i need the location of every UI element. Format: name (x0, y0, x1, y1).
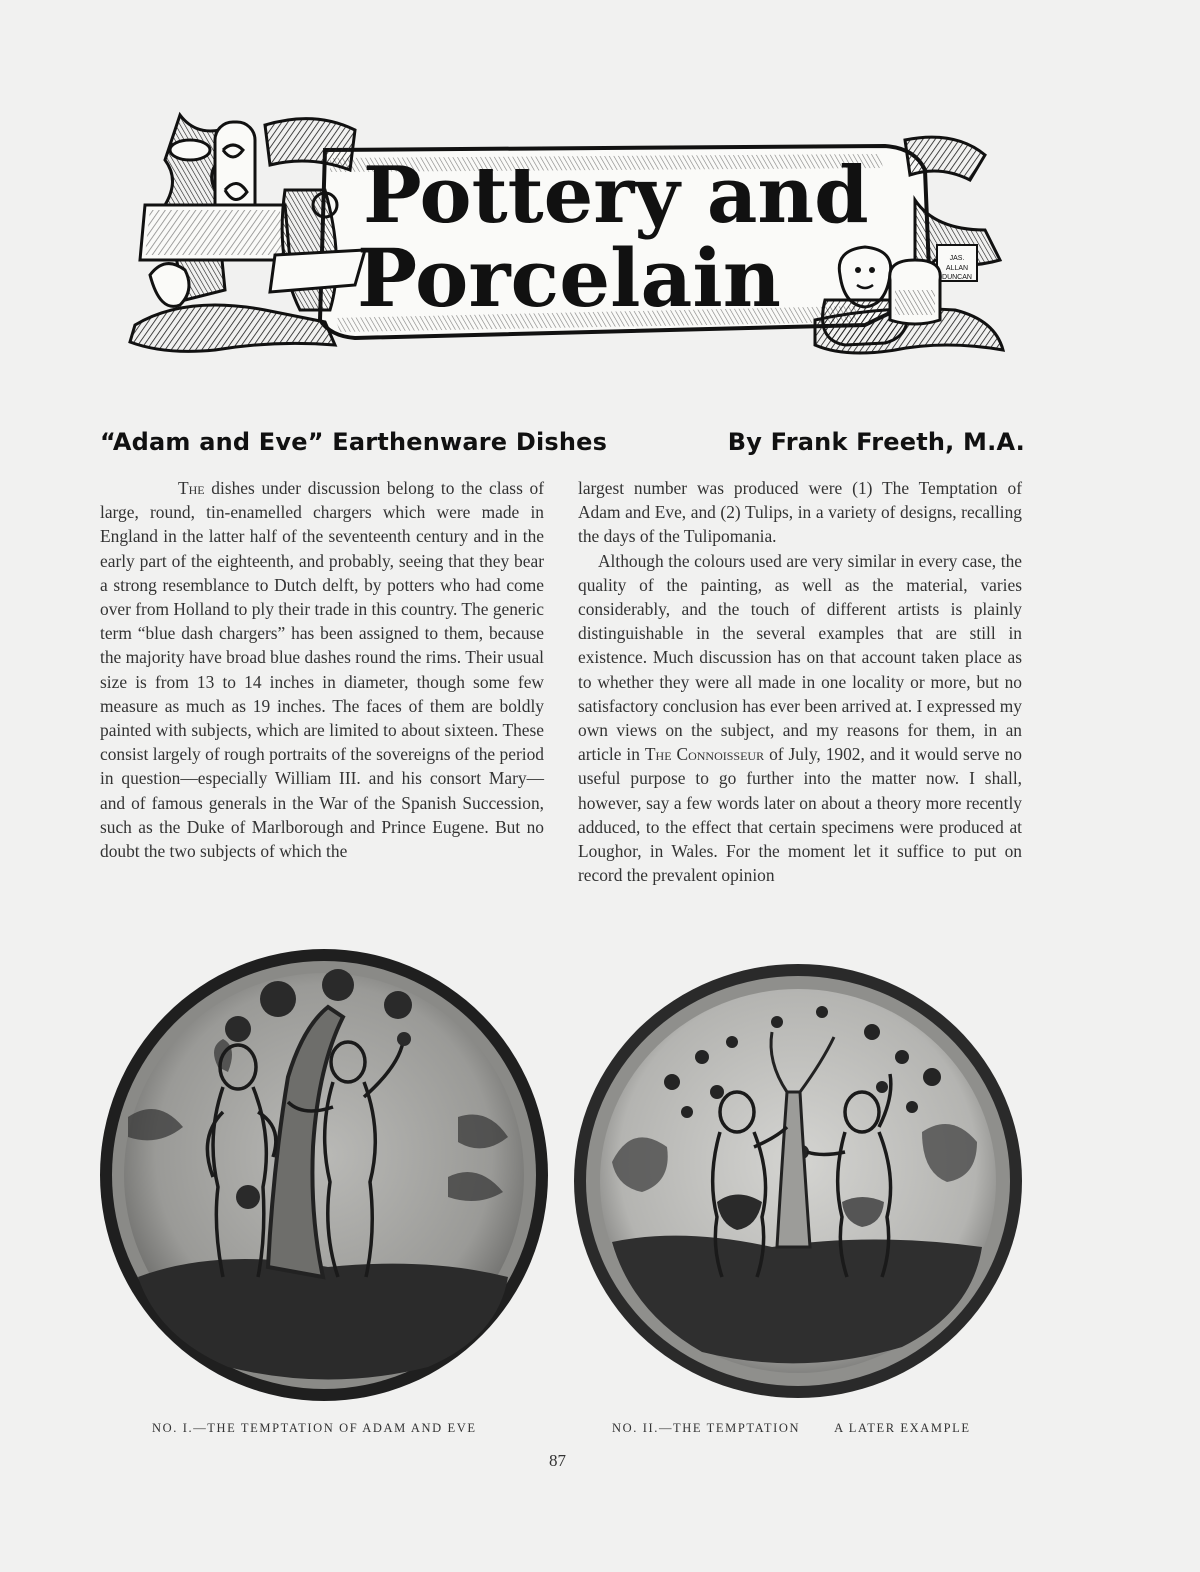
figure-caption-1: NO. I.—THE TEMPTATION OF ADAM AND EVE (152, 1421, 477, 1435)
article-byline: By Frank Freeth, M.A. (727, 428, 1025, 456)
text-column-left (100, 476, 544, 863)
paragraph-1: The dishes under discussion belong to the class of large, round, tin-enamelled chargers which were made in England in the latter half of the seventeenth century and in the early part of the eighteenth, and probably, seeing that they bear a strong resemblance to Dutch delft, by potters who had come over from Holland to ply their trade in this country. The generic term “blue dash chargers” has been assigned to them, because the majority have broad blue dashes round the rims. Their usual size is from 13 to 14 inches in diameter, though some few measure as much as 19 inches. The faces of them are boldly painted with subjects, which are limited to about sixteen. These consist largely of rough portraits of the sovereigns of the period in question—especially William III. and his consort Mary—and of famous generals in the War of the Spanish Succession, such as the Duke of Marlborough and Prince Eugene. But no doubt the two subjects of which the (100, 478, 544, 862)
page-number: 87 (549, 1451, 566, 1470)
paragraph-2: largest number was produced were (1) The Temptation of Adam and Eve, and (2) Tulips, in a variety of designs, recalling the days of the Tulipomania. (578, 478, 1022, 547)
paragraph-3: Although the colours used are very similar in every case, the quality of the painting, as well as the material, varies considerably, and the touch of different artists is plainly distinguishable in the several examples that are still in existence. Much discussion has on that account taken place as to whether they were all made in one locality or more, but no satisfactory conclusion has ever been arrived at. I expressed my own views on the subject, and my reasons for them, in an article in The Connoisseur of July, 1902, and it would serve no useful purpose to go further into the matter now. I shall, however, say a few words later on about a theory more recently adduced, to the effect that certain specimens were produced at Loughor, in Wales. For the moment let it suffice to put on record the prevalent opinion (578, 550, 1023, 886)
text-column-right (578, 476, 1022, 887)
header-banner (125, 110, 1005, 380)
article-title: “Adam and Eve” Earthenware Dishes (100, 428, 608, 456)
svg-text:ALLAN: ALLAN (945, 265, 969, 272)
banner-illustration (125, 110, 1005, 380)
figure-caption-2: NO. II.—THE TEMPTATION A LATER EXAMPLE (612, 1421, 971, 1435)
plate-later-example-image (572, 962, 1024, 1400)
article-headline (100, 428, 1025, 468)
banner-title-line2: Porcelain (357, 231, 781, 325)
svg-text:DUNCAN: DUNCAN (942, 274, 972, 281)
plate-adam-and-eve-image (98, 947, 550, 1403)
artist-signature: JAS. (949, 255, 965, 262)
lead-cap: The (178, 478, 205, 498)
journal-name: The Connoisseur (644, 744, 765, 765)
banner-title-line1: Pottery and (363, 150, 869, 241)
